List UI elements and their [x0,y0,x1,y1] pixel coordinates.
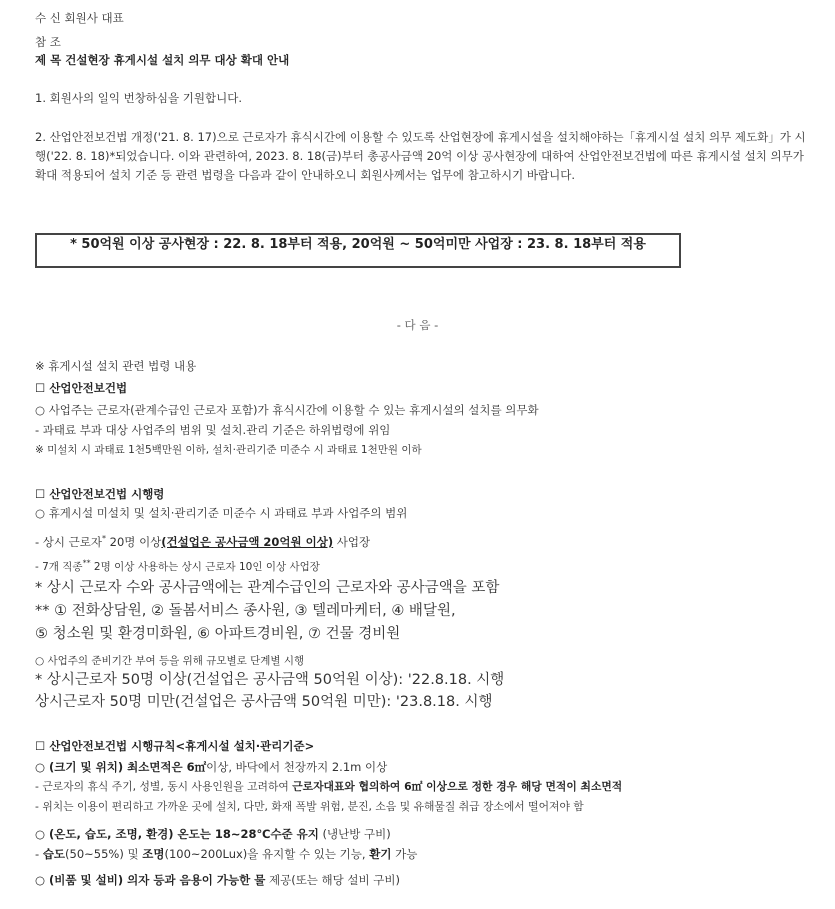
decree-item-5: ** ① 전화상담원, ② 돌봄서비스 종사원, ③ 텔레마케터, ④ 배달원, [35,603,456,619]
decree-item-9: 상시근로자 50명 미만(건설업은 공사금액 50억원 미만): '23.8.18. 시행 [35,694,493,710]
rule-item-5-a: - [35,847,43,861]
decree-item-3-a: - 7개 직종 [35,561,83,573]
decree-item-7: ○ 사업주의 준비기간 부여 등을 위해 규모별로 단계별 시행 [35,655,305,667]
rule-item-6 [35,872,400,888]
decree-item-2-a: - 상시 근로자 [35,535,103,549]
section-divider-title: - 다 음 - [396,318,439,332]
notice-box: * 50억원 이상 공사현장 : 22. 8. 18부터 적용, 20억원 ~ 50억미만 사업장 : 23. 8. 18부터 적용 [35,233,681,268]
rule-item-5-d: 조명 [142,847,165,861]
rule-item-2-a: - 근로자의 휴식 주기, 성별, 동시 사용인원을 고려하여 [35,780,293,793]
rule-title: ☐ 산업안전보건법 시행규칙<휴게시설 설치·관리기준> [35,739,315,753]
decree-item-8: * 상시근로자 50명 이상(건설업은 공사금액 50억원 이상): '22.8.18. 시행 [35,672,505,688]
rule-item-5-f: 환기 [369,847,392,861]
rule-item-4 [35,826,391,842]
subject-line: 제 목 건설현장 휴게시설 설치 의무 대상 확대 안내 [35,53,290,67]
rule-item-5-c: (50~55%) 및 [65,847,143,861]
decree-item-4: * 상시 근로자 수와 공사금액에는 관계수급인의 근로자와 공사금액을 포함 [35,580,500,596]
paragraph-2: 2. 산업안전보건법 개정('21. 8. 17)으로 근로자가 휴식시간에 이용할 수 있도록 산업현장에 휴게시설을 설치해야하는「휴게시설 설치 의무 제도화」가 시행('22. 8. 18)*되었습니다. 이와 관련하여, 2023. 8. 18(금)부터 총공사금액 20억 이상 공사현장에 대하여 산업안전보건법에 따른 휴게시설 설치 의무가 확대 적용되어 설치 기준 등 관련 법령을 다음과 같이 안내하오니 회원사께서는 업무에 참고하시기 바랍니다. [35,130,806,182]
recipient-line: 수 신 회원사 대표 [35,11,124,25]
decree-item-3-b: 2명 이상 사용하는 상시 근로자 10인 이상 사업장 [90,561,320,573]
rule-item-5-e: (100~200Lux)을 유지할 수 있는 기능, [164,847,370,861]
decree-item-2 [35,534,370,550]
rule-item-5-g: 가능 [391,847,418,861]
act-item-3: ※ 미설치 시 과태료 1천5백만원 이하, 설치·관리기준 미준수 시 과태료 1천만원 이하 [35,444,422,456]
decree-item-3-sup: ** [82,558,91,568]
decree-item-2-b: 20명 이상 [106,535,162,549]
rule-item-2-b: 근로자대표와 협의하여 6㎡ 이상으로 정한 경우 해당 면적이 최소면적 [292,780,623,793]
rule-item-4-a: ○ (온도, 습도, 조명, 환경) 온도는 18~28℃수준 유지 [35,827,319,841]
rule-item-6-a: ○ (비품 및 설비) 의자 등과 음용이 가능한 물 [35,873,266,887]
decree-item-2-d: 사업장 [333,535,371,549]
decree-item-1: ○ 휴게시설 미설치 및 설치·관리기준 미준수 시 과태료 부과 사업주의 범위 [35,506,408,520]
act-item-2: - 과태료 부과 대상 사업주의 범위 및 설치.관리 기준은 하위법령에 위임 [35,423,391,437]
decree-title: ☐ 산업안전보건법 시행령 [35,487,165,501]
law-intro: ※ 휴게시설 설치 관련 법령 내용 [35,359,197,373]
paragraph-1: 1. 회원사의 일익 번창하심을 기원합니다. [35,91,242,105]
rule-item-2 [35,779,622,795]
decree-item-6: ⑤ 청소원 및 환경미화원, ⑥ 아파트경비원, ⑦ 건물 경비원 [35,626,401,642]
act-title: ☐ 산업안전보건법 [35,381,128,395]
rule-item-1-b: 이상, 바닥에서 천장까지 2.1m 이상 [206,760,388,774]
decree-item-3 [35,559,320,575]
rule-item-1 [35,759,387,775]
rule-item-6-b: 제공(또는 해당 설비 구비) [265,873,401,887]
decree-item-2-sup: * [102,534,107,544]
rule-item-5 [35,846,417,862]
decree-item-2-c: (건설업은 공사금액 20억원 이상) [161,535,334,549]
rule-item-1-a: ○ (크기 및 위치) 최소면적은 6㎡ [35,760,207,774]
reference-line: 참 조 [35,35,61,49]
act-item-1: ○ 사업주는 근로자(관계수급인 근로자 포함)가 휴식시간에 이용할 수 있는 휴게시설의 설치를 의무화 [35,403,539,417]
rule-item-3: - 위치는 이용이 편리하고 가까운 곳에 설치, 다만, 화재 폭발 위험, 분진, 소음 및 유해물질 취급 장소에서 떨어져야 함 [35,800,584,813]
rule-item-5-b: 습도 [42,847,66,861]
rule-item-4-b: (냉난방 구비) [318,827,391,841]
